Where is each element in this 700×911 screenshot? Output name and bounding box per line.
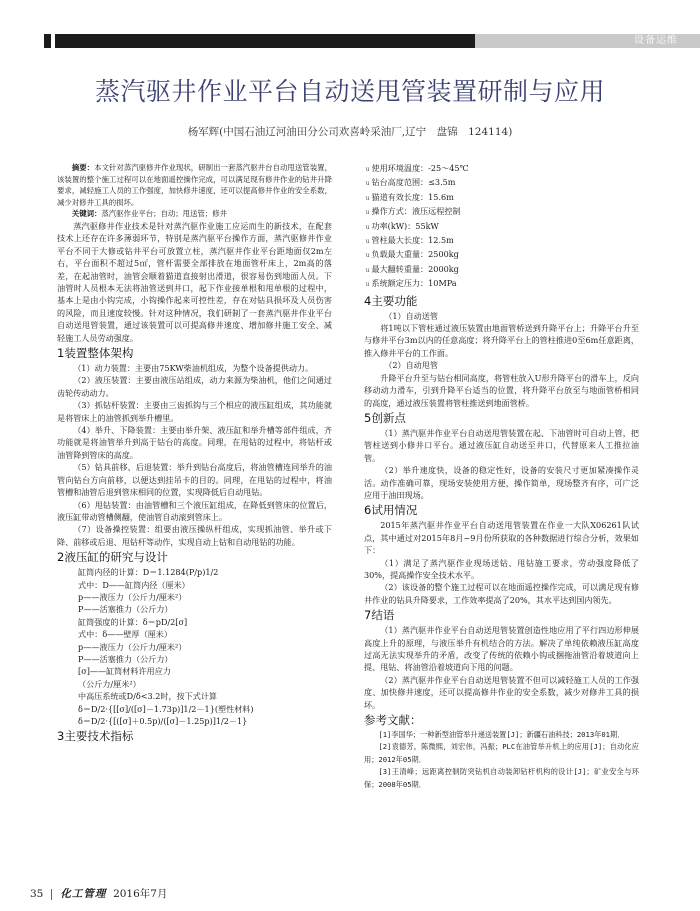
reference-item: [3]王清峰；远距离控制防突钻机自动装卸钻杆机构的设计[J]；矿业安全与环保；2008年05期． bbox=[364, 767, 639, 789]
paragraph: （2）蒸汽驱井作业平台自动送甩管装置不但可以减轻施工人员的工作强度、加快修井速度，还可以提高修井作业的安全系数，减少对修井工具的损坏。 bbox=[364, 674, 639, 710]
spec-item: u 猫道有效长度：15.6m bbox=[365, 191, 454, 202]
issue-date: 2016年7月 bbox=[113, 888, 168, 900]
spec-item: u 功率(kW)：55kW bbox=[365, 220, 439, 231]
spec-item: u 最大翻转重量：2000kg bbox=[365, 263, 459, 274]
paragraph: （2）举升速度快，设备的稳定性好，设备的安装尺寸更加紧凑操作灵活。动作准确可靠，现场安装使用方便，操作简单，现场整齐有序，可广泛应用于油田现场。 bbox=[364, 465, 639, 500]
formula-line: （公斤力/厘米²） bbox=[78, 678, 141, 689]
paragraph: 升降平台升至与钻台相同高度，将管柱放入U形升降平台的滑车上，反向移动动力滑车，引到升降平台适当的位置，将升降平台放至与地面管桥相同的高度，通过液压装置将管柱推送到地面管桥。 bbox=[364, 372, 639, 408]
paragraph: （1）蒸汽驱井作业平台自动送甩管装置创造性地应用了平行四边形伸展高度上升的原理，与液压举升有机结合的方法。解决了单纯依赖液压缸高度过高无法实现举升的矛盾，改变了传统的依赖小钩或捆拖油管沿着坡道向上提、甩钻、将油管沿着坡道向下甩的问题。 bbox=[364, 625, 639, 673]
subheading: （2）自动甩管 bbox=[384, 360, 438, 371]
reference-item: [2]袁德芳，陈微熙，刘宏伟，冯振；PLC在油管举升机上的应用[J]；自动化应用；2012年05期． bbox=[364, 742, 639, 764]
paragraph: （3）抓钻杆装置：主要由三齿抓钩与三个相应的液压缸组成，其功能就是将管床上的油管抓到举升槽里。 bbox=[57, 400, 332, 423]
journal-name: 化工管理 bbox=[60, 888, 107, 900]
subheading: （1）自动送管 bbox=[384, 310, 438, 321]
section-5-heading: 5创新点 bbox=[364, 410, 406, 425]
paragraph: （5）钻具前移、后退装置：举升到钻台高度后，将油管槽连同举升的油管向钻台方向前移，以便达到挂吊卡的目的。同理，在甩钻的过程中，将油管槽和油管后退到管床相同的位置，实现降低后自动甩钻。 bbox=[57, 462, 332, 498]
spec-item: u 钻台高度范围：≤3.5m bbox=[365, 177, 456, 188]
formula-line: P——活塞推力（公斤力） bbox=[78, 653, 173, 664]
header-dark-band bbox=[55, 34, 475, 48]
paragraph: （6）甩钻装置：由油管槽和三个液压缸组成，在降低到管床的位置后，液压缸带动管槽侧翻，使油管自动滚到管床上。 bbox=[57, 499, 332, 522]
section-3-heading: 3主要技术指标 bbox=[57, 729, 134, 744]
paragraph: （7）设备操控装置：组要由液压操纵杆组成，实现抓油管、举升或下降、前移或后退、甩钻杆等动作，实现自动上钻和自动甩钻的功能。 bbox=[57, 524, 332, 547]
paragraph: （1）蒸汽驱井作业平台自动送甩管装置在起、下油管时可自动上管，把管柱送到小修井口平台。通过液压缸自动送至井口，代替原来人工推拉油管。 bbox=[364, 427, 639, 463]
intro-paragraph: 蒸汽驱修井作业技术是针对蒸汽驱作业施工应运而生的新技术，在配套技术上还存在许多薄弱环节，特别是蒸汽驱平台操作方面，蒸汽驱修井作业平台不同于大修或钻井平台可放置立柱，蒸汽驱井作业平台距地面仅2m左右，平台面积不超过5㎡，管杆需要全部排放在地面管杆床上，2m高的落差，在起油管时，油管会顺着猫道直接射出滑道，很容易伤到地面人员。下油管时人员根本无法将油管送到井口，起下作业接单根和甩单根的过程中，基本上是由小钩完成，小钩操作起来可控性差，存在对钻具损坏及人员伤害的风险，而且速度较慢。针对这种情况，我们研制了一套蒸汽驱井作业平台自动送甩管装置，通过该装置可以可提高修井速度、增加修井施工安全、减轻施工人员劳动强度。 bbox=[57, 220, 332, 343]
formula-line: p——液压力（公斤力/厘米²） bbox=[78, 591, 187, 602]
section-7-heading: 7结语 bbox=[364, 608, 395, 623]
formula-line: 式中：δ——壁厚（厘米） bbox=[78, 629, 172, 640]
spec-item: u 系统额定压力：10MPa bbox=[365, 278, 457, 289]
page-number: 35 bbox=[30, 888, 44, 900]
formula-line: 缸筒强度的计算：δ＝pD/2[σ] bbox=[78, 616, 188, 627]
formula-line: [σ]——缸筒材料许用应力 bbox=[78, 666, 171, 677]
left-column bbox=[57, 162, 332, 745]
spec-item: u 负载最大重量：2500kg bbox=[365, 249, 459, 260]
formula-line: δ＝D/2·{[([σ]＋0.5p)/([σ]－1.25p)]1/2－1} bbox=[78, 716, 248, 726]
section-tag: 设备运维 bbox=[634, 35, 678, 46]
formula-line: δ＝D/2·{[[σ]/([σ]－1.73p)]1/2－1}(塑性材料) bbox=[78, 703, 254, 714]
reference-item: [1]李国华；一种新型油管举升递送装置[J]；新疆石油科技；2013年01期． bbox=[378, 730, 625, 740]
formula-line: 中高压系统或D/δ<3.2时，按下式计算 bbox=[78, 691, 218, 702]
header-bar bbox=[0, 34, 700, 48]
author-affiliation: 杨军辉(中国石油辽河油田分公司欢喜岭采油厂,辽宁 盘锦 124114) bbox=[187, 126, 513, 138]
paragraph: （4）举升、下降装置：主要由举升架、液压缸和举升槽等部件组成，齐功能就是将油管举升到高于钻台的高度。同理，在甩钻的过程中，将钻杆或油管降到管床的高度。 bbox=[57, 425, 332, 460]
page-footer bbox=[30, 886, 167, 901]
paragraph: 将1吨以下管柱通过液压装置由地面管桥送到升降平台上；升降平台升至与修井平台3m以内的任意高度；将升降平台上的管柱推进0至6m任意距离，推入修井平台的工作面。 bbox=[364, 323, 639, 358]
paragraph: （2）该设备的整个施工过程可以在地面遥控操作完成，可以满足现有修井作业的钻具升降要求，工作效率提高了20%，其水平达到国内领先。 bbox=[364, 582, 639, 605]
paragraph: 2015年蒸汽驱井作业平台自动送甩管装置在作业一大队X06261队试点，其中通过对2015年8月~9月份所获取的各种数据进行综合分析，效果如下： bbox=[364, 520, 639, 556]
spec-item: u 管柱最大长度：12.5m bbox=[365, 235, 454, 246]
formula-line: p——液压力（公斤力/厘米²） bbox=[78, 641, 187, 652]
spec-item: u 操作方式：液压远程控制 bbox=[365, 206, 461, 217]
abstract: 摘要：本文针对蒸汽驱修井作业现状，研制出一套蒸汽驱井台自动甩送管装置，该装置的整个施工过程可以在地面遥控操作完成，可以满足现有修井作业的钻井升降要求，减轻施工人员的工作强度，加快修井速度，还可以提高修井作业的安全系数，减少对修井工具的损坏。 bbox=[57, 163, 332, 207]
section-2-heading: 2液压缸的研究与设计 bbox=[57, 550, 168, 565]
paragraph: （2）液压装置：主要由液压站组成，动力来源为柴油机，他们之间通过齿轮传动动力。 bbox=[57, 375, 332, 398]
keywords: 关键词：蒸汽驱作业平台；自动；甩送管；修井 bbox=[71, 209, 228, 219]
spec-item: u 使用环境温度：-25～45℃ bbox=[365, 163, 469, 173]
section-6-heading: 6试用情况 bbox=[364, 503, 418, 518]
footer-divider bbox=[51, 889, 52, 900]
formula-line: 缸筒内径的计算：D＝1.1284(P/p)1/2 bbox=[78, 567, 219, 578]
section-1-heading: 1装置整体架构 bbox=[57, 346, 134, 361]
page-title: 蒸汽驱井作业平台自动送甩管装置研制与应用 bbox=[94, 77, 605, 106]
paragraph: （1）动力装置：主要由75KW柴油机组成，为整个设备提供动力。 bbox=[73, 363, 314, 374]
formula-line: 式中：D——缸筒内径（厘米） bbox=[78, 579, 190, 590]
references-heading: 参考文献： bbox=[364, 713, 422, 728]
right-column bbox=[364, 162, 639, 791]
section-4-heading: 4主要功能 bbox=[364, 293, 418, 308]
formula-line: P——活塞推力（公斤力） bbox=[78, 604, 173, 615]
paragraph: （1）满足了蒸汽驱作业现场送钻、甩钻施工要求，劳动强度降低了30%，提高操作安全技术水平。 bbox=[364, 557, 639, 580]
